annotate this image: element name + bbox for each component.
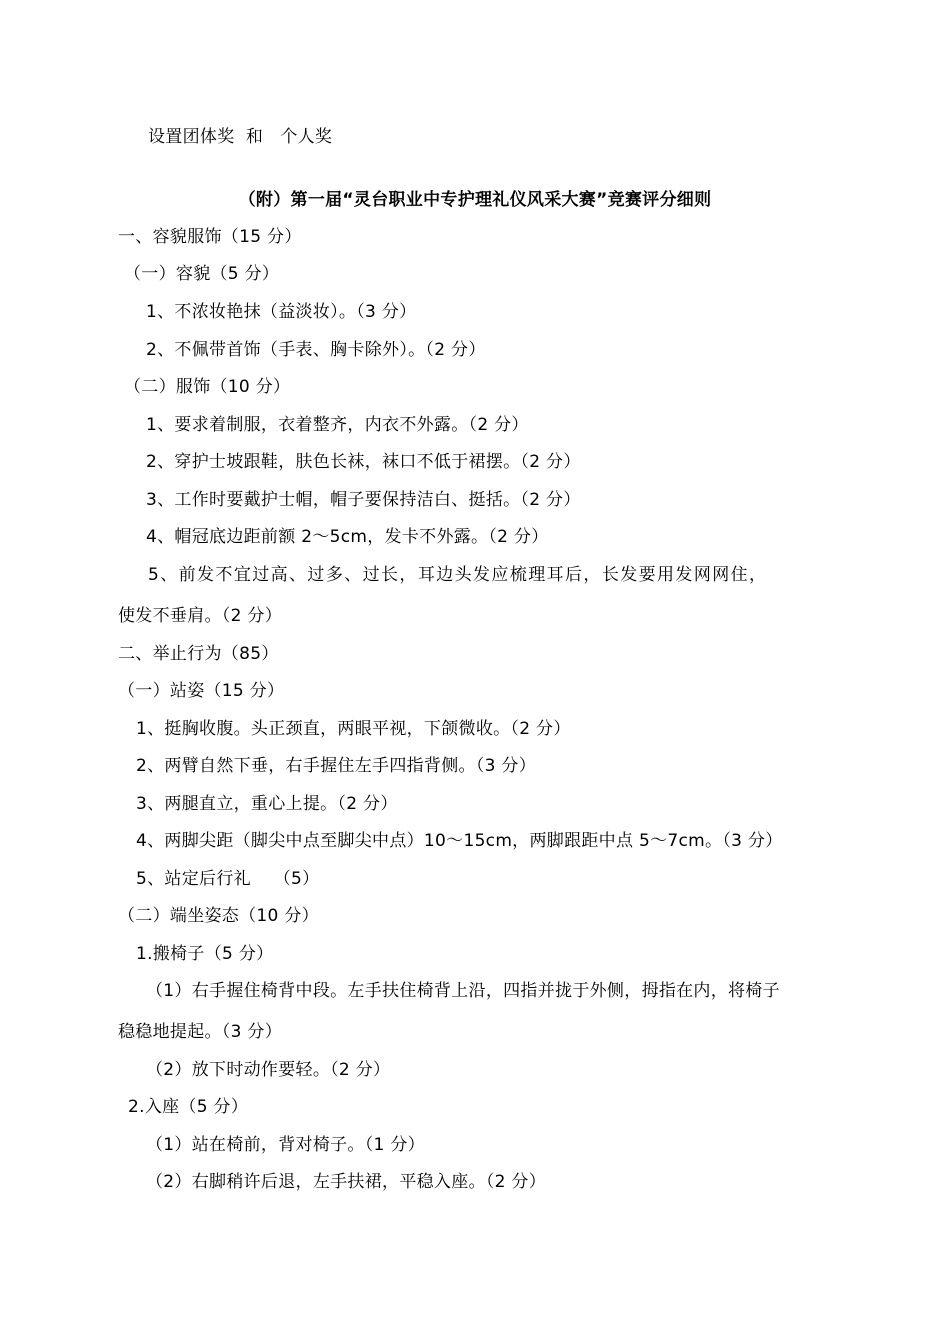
list-item: （1）站在椅前，背对椅子。（1 分）	[146, 1135, 425, 1155]
list-item: 4、两脚尖距（脚尖中点至脚尖中点）10～15cm，两脚跟距中点 5～7cm。（3 分）	[136, 831, 783, 851]
list-item: （2）右脚稍许后退，左手扶裙，平稳入座。（2 分）	[146, 1172, 547, 1192]
list-item-continuation: 使发不垂肩。（2 分）	[118, 606, 283, 626]
list-item: 4、帽冠底边距前额 2～5cm，发卡不外露。（2 分）	[146, 527, 549, 547]
list-item: 1、挺胸收腹。头正颈直，两眼平视，下颌微收。（2 分）	[136, 719, 571, 739]
list-item: 1.搬椅子（5 分）	[136, 944, 274, 964]
list-item: 3、工作时要戴护士帽，帽子要保持洁白、挺括。（2 分）	[146, 490, 581, 510]
list-item: 5、站定后行礼 （5）	[136, 869, 320, 889]
section-heading: 二、举止行为（85）	[118, 644, 279, 664]
list-item: 5、前发不宜过高、过多、过长，耳边头发应梳理耳后，长发要用发网网住，	[148, 565, 768, 585]
section-heading: 一、容貌服饰（15 分）	[118, 227, 302, 247]
subsection-heading: （一）容貌（5 分）	[124, 264, 280, 284]
list-item: 2.入座（5 分）	[128, 1097, 249, 1117]
document-title: （附）第一届“灵台职业中专护理礼仪风采大赛”竞赛评分细则	[238, 190, 712, 210]
subsection-heading: （二）端坐姿态（10 分）	[118, 906, 319, 926]
list-item: 3、两腿直立，重心上提。（2 分）	[136, 794, 398, 814]
subsection-heading: （一）站姿（15 分）	[118, 681, 285, 701]
intro-line: 设置团体奖 和 个人奖	[148, 127, 333, 147]
list-item: 1、不浓妆艳抹（益淡妆）。（3 分）	[146, 302, 417, 322]
list-item: （2）放下时动作要轻。（2 分）	[146, 1060, 391, 1080]
list-item: 2、穿护士坡跟鞋，肤色长袜，袜口不低于裙摆。（2 分）	[146, 452, 581, 472]
list-item: 2、两臂自然下垂，右手握住左手四指背侧。（3 分）	[136, 756, 537, 776]
list-item: 1、要求着制服，衣着整齐，内衣不外露。（2 分）	[146, 415, 529, 435]
subsection-heading: （二）服饰（10 分）	[124, 377, 291, 397]
list-item-continuation: 稳稳地提起。（3 分）	[118, 1022, 283, 1042]
list-item: （1）右手握住椅背中段。左手扶住椅背上沿，四指并拢于外侧，拇指在内，将椅子	[146, 981, 780, 1001]
list-item: 2、不佩带首饰（手表、胸卡除外）。（2 分）	[146, 340, 486, 360]
